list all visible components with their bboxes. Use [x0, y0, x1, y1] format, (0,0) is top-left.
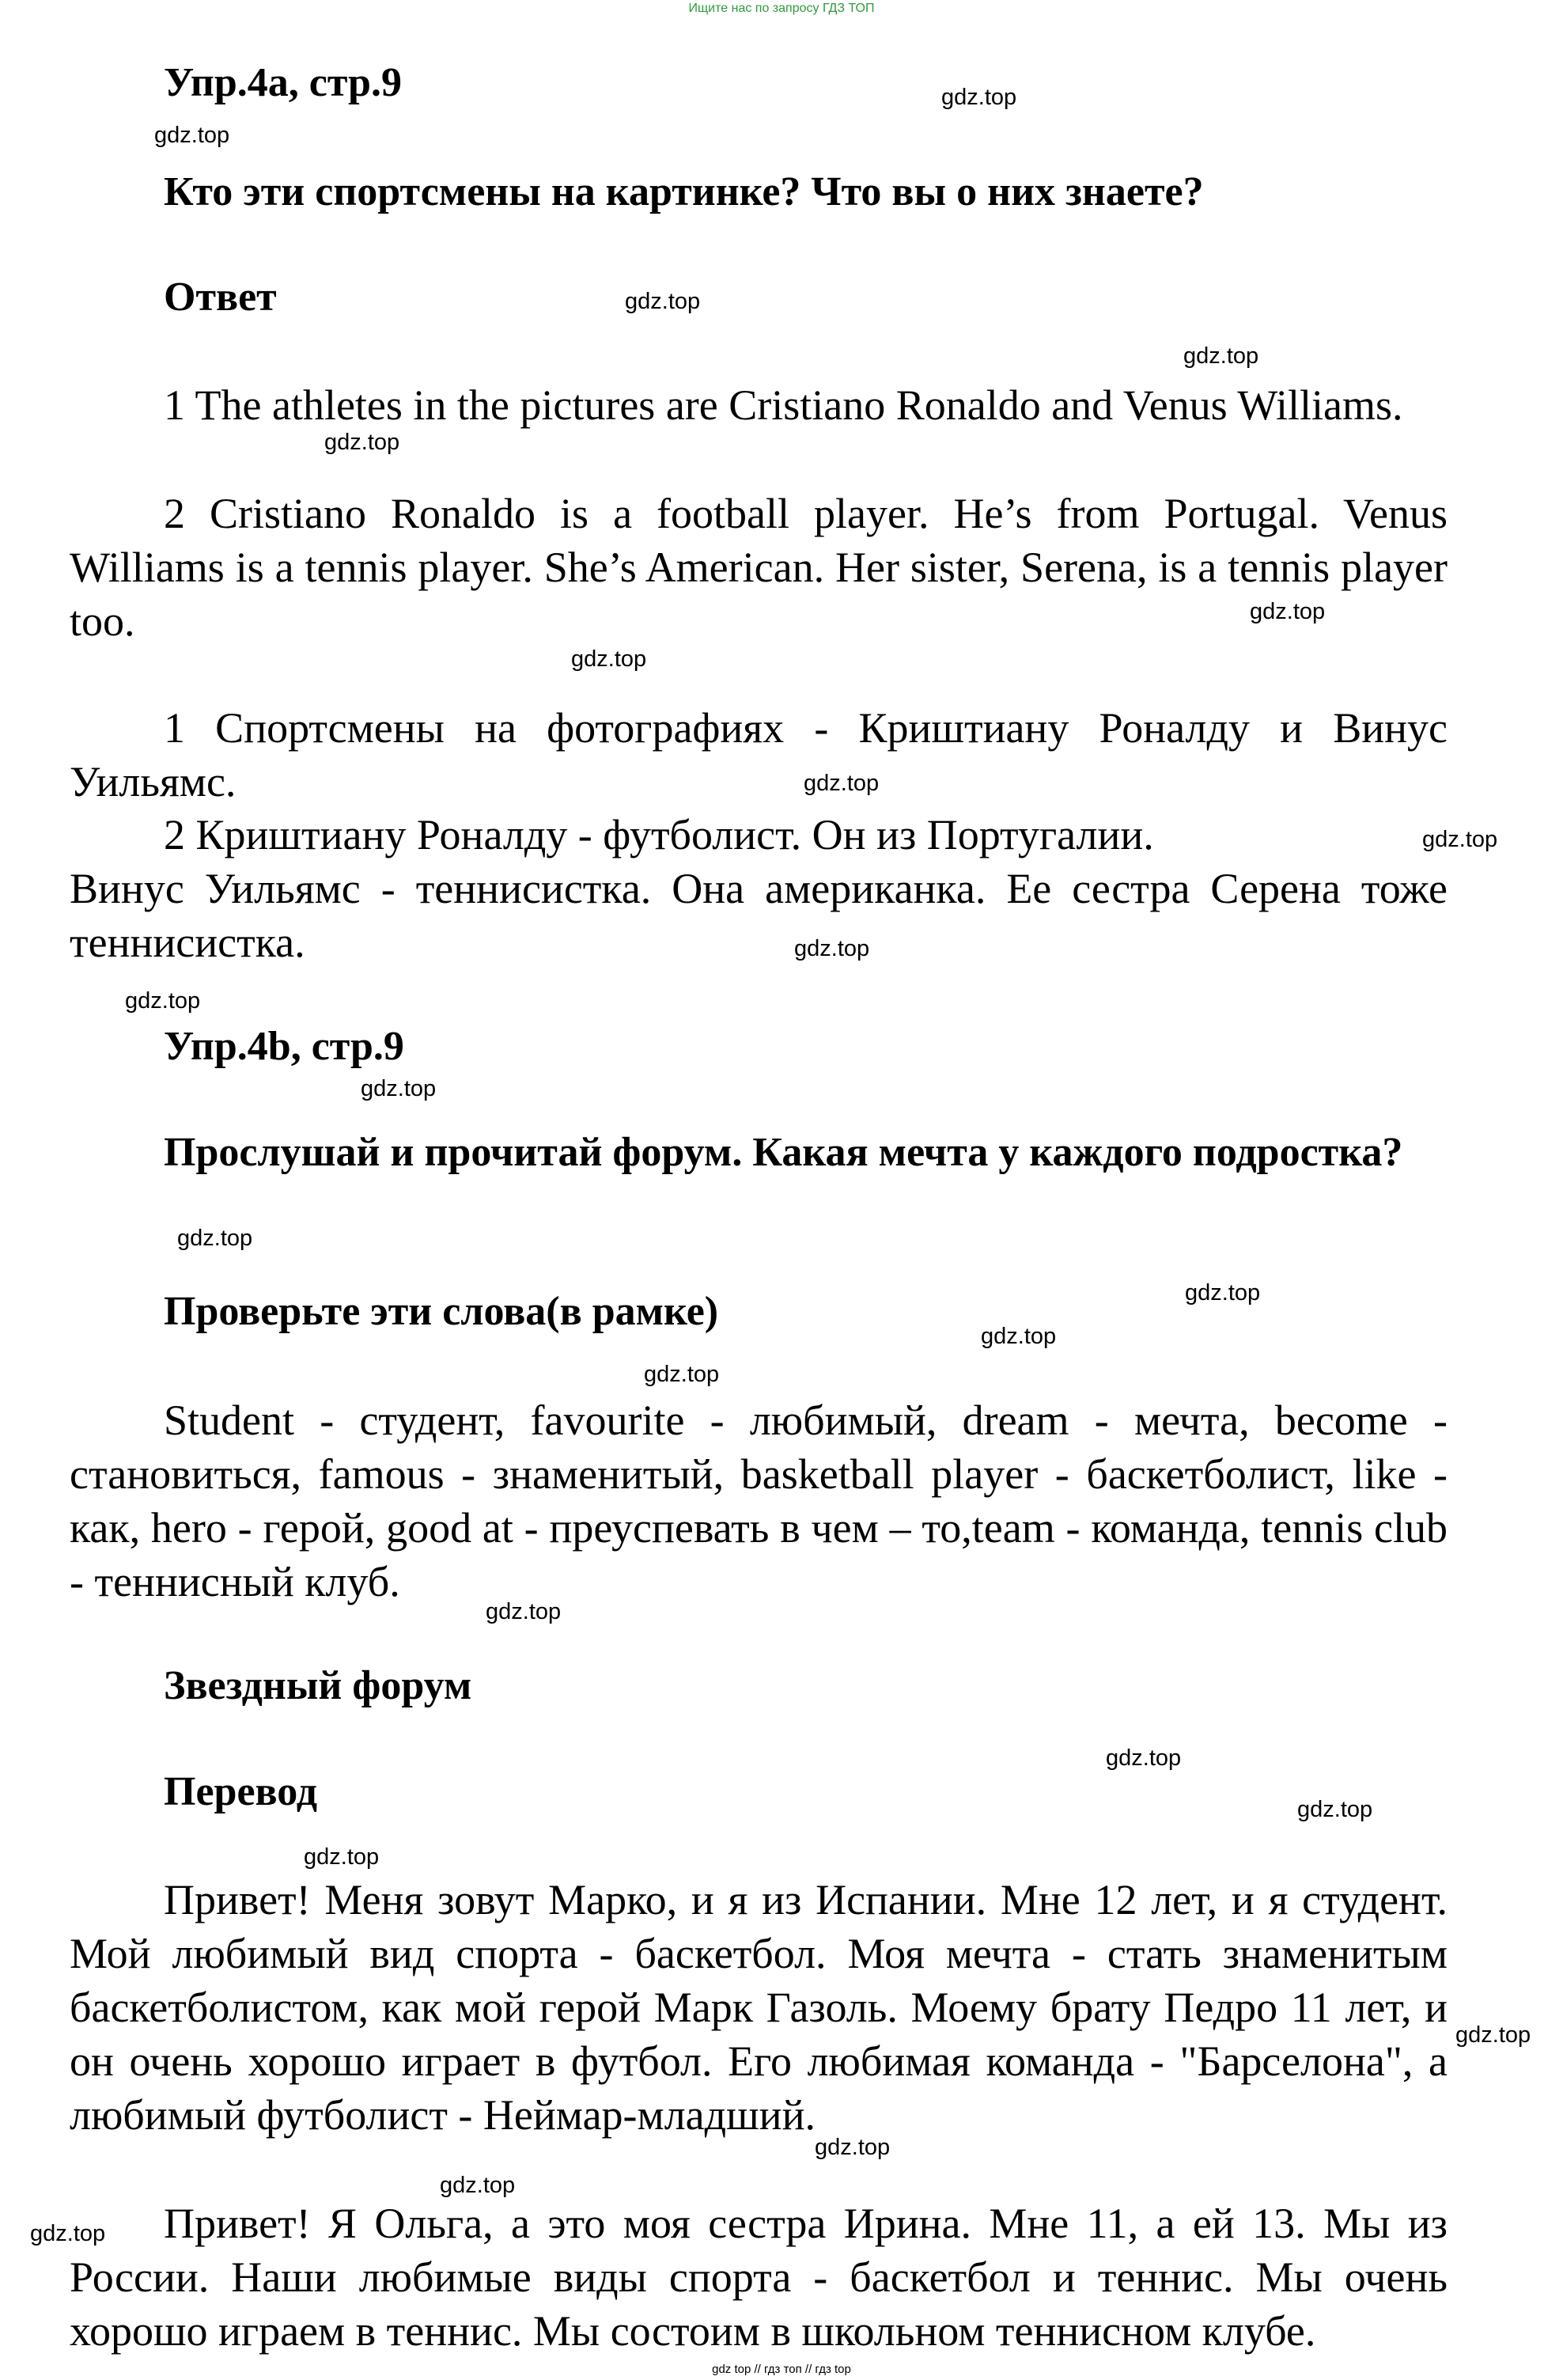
- watermark: gdz.top: [1183, 343, 1259, 369]
- ex4b-check-words: Проверьте эти слова(в рамке): [164, 1289, 719, 1334]
- watermark: gdz.top: [941, 85, 1017, 110]
- watermark: gdz.top: [815, 2135, 891, 2160]
- ex4a-title: Упр.4a, стр.9: [164, 60, 402, 105]
- watermark: gdz.top: [1422, 827, 1498, 852]
- watermark: gdz.top: [177, 1226, 253, 1251]
- watermark: gdz.top: [1185, 1280, 1261, 1306]
- watermark: gdz.top: [324, 430, 400, 455]
- translation-label: Перевод: [164, 1769, 318, 1814]
- watermark: gdz.top: [794, 936, 870, 961]
- footer-note: gdz top // гдз топ // гдз top: [712, 2363, 851, 2376]
- forum-post-marco: Привет! Меня зовут Марко, и я из Испании. Мне 12 лет, и я студент. Мой любимый вид спорта - баскетбол. Моя мечта - стать знаменитым баскетболистом, как мой герой Марк Газоль. Моему брату Педро 11 лет, и он очень хорошо играет в футбол. Его любимая команда - "Барселона", а любимый футболист - Неймар-младший.: [70, 1876, 1448, 2139]
- watermark: gdz.top: [125, 988, 201, 1014]
- ex4a-russian-paragraph-1: 1 Спортсмены на фотографиях - Криштиану Роналду и Винус Уильямс.: [70, 704, 1448, 805]
- watermark: gdz.top: [1297, 1797, 1373, 1822]
- watermark: gdz.top: [1455, 2022, 1531, 2048]
- watermark: gdz.top: [486, 1599, 562, 1624]
- forum-title: Звездный форум: [164, 1663, 472, 1708]
- ex4a-russian-paragraph-3: Винус Уильямс - теннисистка. Она американка. Ее сестра Серена тоже теннисистка.: [70, 865, 1448, 966]
- watermark: gdz.top: [981, 1324, 1057, 1349]
- watermark: gdz.top: [440, 2173, 516, 2198]
- forum-post-olga: Привет! Я Ольга, а это моя сестра Ирина. Мне 11, а ей 13. Мы из России. Наши любимые виды спорта - баскетбол и теннис. Мы очень хорошо играем в теннис. Мы состоим в школьном теннисном клубе.: [70, 2200, 1448, 2355]
- ex4a-answer-label: Ответ: [164, 275, 277, 320]
- ex4a-english-paragraph-1: 1 The athletes in the pictures are Cristiano Ronaldo and Venus Williams.: [164, 381, 1403, 429]
- ex4a-russian-paragraph-2: 2 Криштиану Роналду - футболист. Он из Португалии.: [164, 811, 1154, 858]
- watermark: gdz.top: [804, 771, 880, 796]
- watermark: gdz.top: [644, 1362, 720, 1387]
- watermark: gdz.top: [571, 646, 647, 672]
- watermark: gdz.top: [30, 2221, 106, 2246]
- watermark: gdz.top: [1250, 599, 1326, 624]
- ex4a-task: Кто эти спортсмены на картинке? Что вы о них знаете?: [164, 169, 1204, 214]
- header-note: Ищите нас по запросу ГДЗ ТОП: [688, 2, 875, 15]
- watermark: gdz.top: [1106, 1745, 1182, 1771]
- watermark: gdz.top: [625, 289, 701, 314]
- ex4b-vocabulary: Student - студент, favourite - любимый, dream - мечта, become - становиться, famous - знаменитый, basketball player - баскетболист, like - как, hero - герой, good at - преуспевать в чем – то,team - команда, tennis club - теннисный клуб.: [70, 1397, 1448, 1605]
- ex4b-task: Прослушай и прочитай форум. Какая мечта у каждого подростка?: [164, 1130, 1403, 1175]
- watermark: gdz.top: [361, 1076, 437, 1101]
- ex4a-english-paragraph-2: 2 Cristiano Ronaldo is a football player. He’s from Portugal. Venus Williams is a tennis player. She’s American. Her sister, Serena, is a tennis player too.: [70, 490, 1448, 645]
- watermark: gdz.top: [154, 123, 230, 148]
- watermark: gdz.top: [304, 1844, 380, 1870]
- ex4b-title: Упр.4b, стр.9: [164, 1024, 404, 1069]
